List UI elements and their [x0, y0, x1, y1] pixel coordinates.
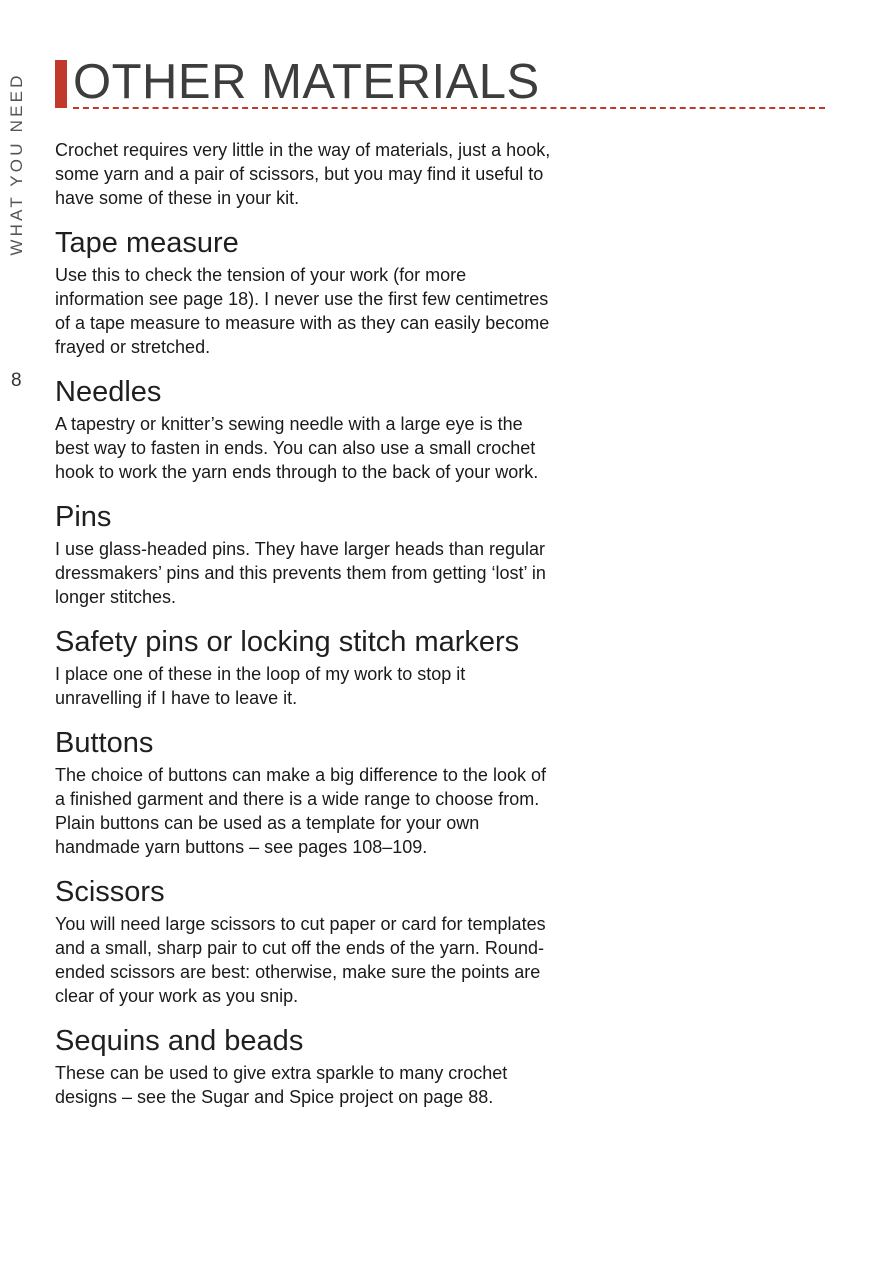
section-body: I place one of these in the loop of my work to stop it unravelling if I have to leave it.	[55, 664, 466, 708]
page-number: 8	[11, 370, 22, 391]
section-pins	[55, 500, 555, 609]
page-header	[55, 55, 825, 112]
intro-paragraph: Crochet requires very little in the way of materials, just a hook, some yarn and a pair of scissors, but you may find it useful to have some of these in your kit.	[55, 140, 551, 208]
section-body: These can be used to give extra sparkle to many crochet designs – see the Sugar and Spice project on page 88.	[55, 1063, 508, 1107]
section-heading: Tape measure	[55, 227, 239, 259]
section-tape-measure	[55, 226, 555, 359]
section-scissors	[55, 875, 555, 1008]
page-title: OTHER MATERIALS	[73, 55, 540, 109]
section-body: You will need large scissors to cut paper or card for templates and a small, sharp pair to cut off the ends of the yarn. Round-ended scissors are best: otherwise, make sure the points are clear of your work as you snip.	[55, 914, 546, 1006]
section-heading: Needles	[55, 376, 162, 408]
section-needles	[55, 375, 555, 484]
section-body: A tapestry or knitter’s sewing needle with a large eye is the best way to fasten in ends. You can also use a small crochet hook to work the yarn ends through to the back of your work.	[55, 414, 539, 482]
section-body: I use glass-headed pins. They have larger heads than regular dressmakers’ pins and this prevents them from getting ‘lost’ in longer stitches.	[55, 539, 546, 607]
section-sequins-beads	[55, 1024, 555, 1109]
section-heading: Sequins and beads	[55, 1025, 304, 1057]
section-heading: Scissors	[55, 876, 165, 908]
section-buttons	[55, 726, 555, 859]
section-heading: Pins	[55, 501, 112, 533]
section-body: Use this to check the tension of your work (for more information see page 18). I never use the first few centimetres of a tape measure to measure with as they can easily become frayed or stretched.	[55, 265, 550, 357]
section-safety-pins	[55, 625, 555, 710]
section-heading: Buttons	[55, 727, 154, 759]
title-dashed-rule	[73, 107, 825, 109]
title-accent-bar	[55, 60, 67, 108]
section-body: The choice of buttons can make a big difference to the look of a finished garment and there is a wide range to choose from. Plain buttons can be used as a template for your own handmade yarn buttons – see pages 108–109.	[55, 765, 546, 857]
section-heading: Safety pins or locking stitch markers	[55, 626, 520, 658]
main-content	[55, 138, 555, 1109]
side-section-label: WHAT YOU NEED	[7, 72, 26, 256]
side-section-tab	[4, 64, 30, 264]
